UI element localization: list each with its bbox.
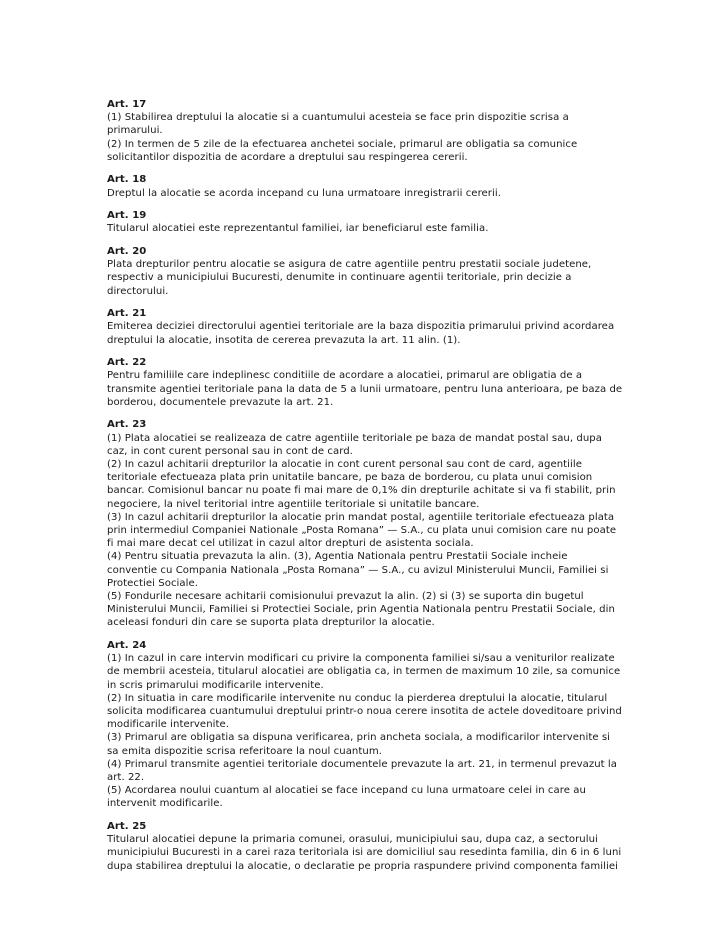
article-text-line: Protectiei Sociale. xyxy=(107,577,199,589)
article-text-line: Pentru familiile care indeplinesc conditiile de acordare a alocatiei, primarul are obligatia de a xyxy=(107,370,583,382)
article-block xyxy=(107,307,621,347)
article-block xyxy=(107,418,621,629)
article-title: Art. 19 xyxy=(107,210,147,222)
article-text-line: teritoriale efectueaza plata prin unitatile bancare, pe baza de borderou, cu plata unui comision xyxy=(107,472,593,484)
article-text-line: negociere, la nivel teritorial intre agentiile teritoriale si unitatile bancare. xyxy=(107,498,480,510)
article-title: Art. 20 xyxy=(107,246,147,257)
article-text-line: (4) Primarul transmite agentiei teritoriale documentele prevazute la art. 21, in termenul prevazut la xyxy=(107,758,618,770)
article-text-line: sa emita dispozitie scrisa referitoare la noul cuantum. xyxy=(107,745,382,757)
article-text-line: Titularul alocatiei este reprezentantul familiei, iar beneficiarul este familia. xyxy=(107,223,489,235)
article-text-line: municipiului Bucuresti in a carei raza teritoriala isi are domiciliul sau resedinta familia, din 6 in 6 luni xyxy=(107,847,622,859)
article-text-line: bancar. Comisionul bancar nu poate fi mai mare de 0,1% din drepturile achitate si va fi stabilit, prin xyxy=(107,485,616,497)
article-text-line: Plata drepturilor pentru alocatie se asigura de catre agentiile pentru prestatii sociale judetene, xyxy=(107,259,592,271)
article-text-line: (3) In cazul achitarii drepturilor la alocatie prin mandat postal, agentiile teritoriale efectueaza plata xyxy=(107,511,615,523)
article-text-line: (2) In situatia in care modificarile intervenite nu conduc la pierderea dreptului la alocatie, titularul xyxy=(107,692,608,704)
article-text-line: solicita modificarea cuantumului dreptului printr-o noua cerere insotita de actele doveditoare privind xyxy=(107,706,622,718)
article-block xyxy=(107,98,621,164)
article-text-line: respectiv a municipiului Bucuresti, denumite in continuare agentii teritoriale, prin decizie a xyxy=(107,272,572,284)
article-text-line: Ministerului Muncii, Familiei si Protectiei Sociale, prin Agentia Nationala pentru Prestatii Sociale, din xyxy=(107,604,615,616)
document-page xyxy=(107,98,621,882)
article-title: Art. 18 xyxy=(107,174,147,186)
article-text-line: prin intermediul Companiei Nationale „Posta Romana” — S.A., cu plata unui comision care nu poate xyxy=(107,525,617,537)
article-block xyxy=(107,245,621,298)
article-block xyxy=(107,209,621,235)
article-title: Art. 21 xyxy=(107,308,147,320)
article-text-line: (1) In cazul in care intervin modificari cu privire la componenta familiei si/sau a veniturilor realizate xyxy=(107,653,615,665)
article-text-line: (5) Acordarea noului cuantum al alocatiei se face incepand cu luna urmatoare celei in care au xyxy=(107,785,586,797)
article-text-line: Dreptul la alocatie se acorda incepand cu luna urmatoare inregistrarii cererii. xyxy=(107,187,501,199)
article-block xyxy=(107,820,621,873)
article-block xyxy=(107,173,621,199)
article-title: Art. 22 xyxy=(107,357,147,369)
article-text-line: aceleasi fonduri din care se suporta plata drepturilor la alocatie. xyxy=(107,617,435,629)
article-text-line: Emiterea deciziei directorului agentiei teritoriale are la baza dispozitia primarului privind acordarea xyxy=(107,321,615,333)
article-title: Art. 17 xyxy=(107,99,147,110)
article-text-line: directorului. xyxy=(107,285,169,297)
article-title: Art. 23 xyxy=(107,419,147,431)
article-text-line: de membrii acesteia, titularul alocatiei are obligatia ca, in termen de maximum 10 zile, sa comunice xyxy=(107,666,621,678)
article-text-line: art. 22. xyxy=(107,772,145,784)
article-text-line: Titularul alocatiei depune la primaria comunei, orasului, municipiului sau, dupa caz, a sectorului xyxy=(107,834,598,846)
article-text-line: (4) Pentru situatia prevazuta la alin. (3), Agentia Nationala pentru Prestatii Sociale incheie xyxy=(107,551,568,563)
article-text-line: (2) In cazul achitarii drepturilor la alocatie in cont curent personal sau cont de card, agentiile xyxy=(107,459,582,471)
article-title: Art. 25 xyxy=(107,821,147,833)
article-text-line: solicitantilor dispozitia de acordare a dreptului sau respingerea cererii. xyxy=(107,151,468,163)
article-text-line: in scris primarului modificarile intervenite. xyxy=(107,679,324,691)
article-text-line: (5) Fondurile necesare achitarii comisionului prevazut la alin. (2) si (3) se suporta din bugetul xyxy=(107,591,584,603)
article-text-line: (3) Primarul are obligatia sa dispuna verificarea, prin ancheta sociala, a modificarilor intervenite si xyxy=(107,732,611,744)
article-text-line: borderou, documentele prevazute la art. 21. xyxy=(107,396,334,408)
article-text-line: caz, in cont curent personal sau in cont de card. xyxy=(107,445,353,457)
article-text-line: conventie cu Compania Nationala „Posta Romana” — S.A., cu avizul Ministerului Muncii, Familiei si xyxy=(107,564,609,576)
article-block xyxy=(107,356,621,409)
article-title: Art. 24 xyxy=(107,640,147,652)
article-text-line: primarului. xyxy=(107,125,163,137)
article-text-line: (1) Stabilirea dreptului la alocatie si a cuantumului acesteia se face prin dispozitie scrisa a xyxy=(107,112,569,124)
article-text-line: (2) In termen de 5 zile de la efectuarea anchetei sociale, primarul are obligatia sa comunice xyxy=(107,138,578,150)
article-text-line: (1) Plata alocatiei se realizeaza de catre agentiile teritoriale pe baza de mandat postal sau, dupa xyxy=(107,432,602,444)
article-block xyxy=(107,639,621,811)
article-text-line: transmite agentiei teritoriale pana la data de 5 a lunii urmatoare, pentru luna anterioara, pe baza de xyxy=(107,383,623,395)
article-text-line: modificarile intervenite. xyxy=(107,719,230,731)
article-text-line: dreptului la alocatie, insotita de cererea prevazuta la art. 11 alin. (1). xyxy=(107,334,461,346)
article-text-line: dupa stabilirea dreptului la alocatie, o declaratie pe propria raspundere privind componenta familiei xyxy=(107,860,618,872)
article-text-line: fi mai mare decat cel utilizat in cazul altor drepturi de asistenta sociala. xyxy=(107,538,474,550)
article-text-line: intervenit modificarile. xyxy=(107,798,223,810)
